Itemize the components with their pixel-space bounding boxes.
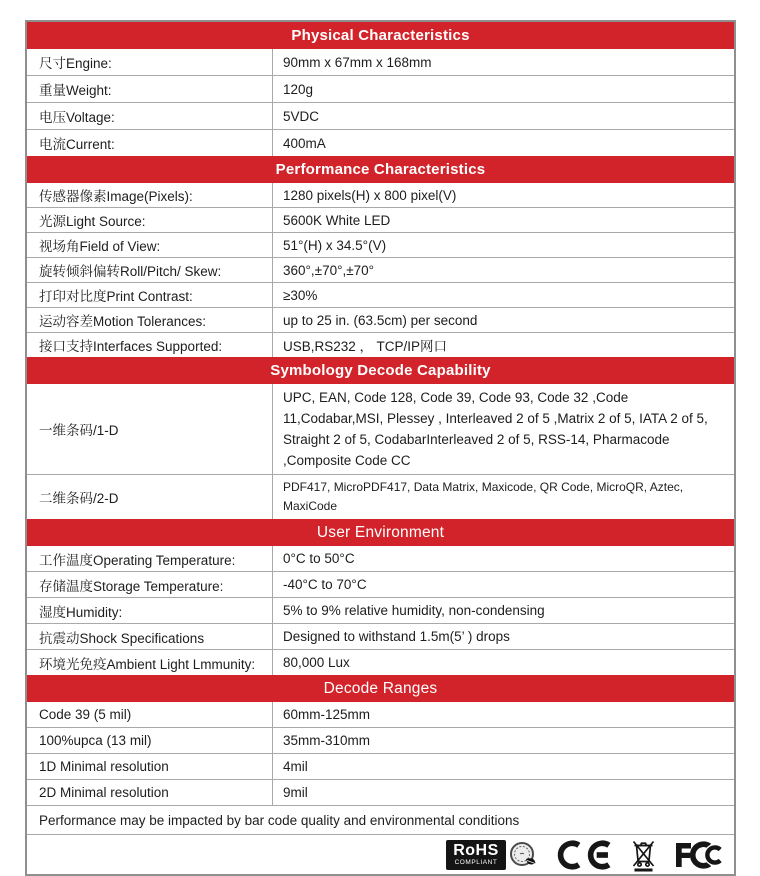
table-row xyxy=(27,129,734,156)
certification-seal-icon xyxy=(508,839,538,871)
table-row xyxy=(27,753,734,779)
row-label: 2D Minimal resolution xyxy=(27,780,273,805)
table-row xyxy=(27,623,734,649)
section-header-physical xyxy=(27,22,734,49)
table-row xyxy=(27,571,734,597)
footer-note-text: Performance may be impacted by bar code quality and environmental conditions xyxy=(39,812,520,828)
row-value: 4mil xyxy=(283,759,308,774)
row-value: ≥30% xyxy=(283,287,318,303)
row-value: 1280 pixels(H) x 800 pixel(V) xyxy=(283,187,457,203)
section-header-user-environment xyxy=(27,519,734,546)
row-label: 尺寸Engine: xyxy=(27,49,273,75)
row-value: Designed to withstand 1.5m(5’ ) drops xyxy=(283,629,510,644)
row-value: 80,000 Lux xyxy=(283,655,350,670)
row-value: -40°C to 70°C xyxy=(283,577,367,592)
row-label: 湿度Humidity: xyxy=(27,598,273,623)
row-label: 重量Weight: xyxy=(27,76,273,102)
row-value: 90mm x 67mm x 168mm xyxy=(283,54,432,70)
table-row xyxy=(27,474,734,519)
row-label: 工作温度Operating Temperature: xyxy=(27,546,273,571)
row-value: 400mA xyxy=(283,135,326,151)
row-label: 一维条码/1-D xyxy=(27,384,273,474)
table-row xyxy=(27,779,734,805)
section-header-performance xyxy=(27,156,734,183)
rohs-sublabel: COMPLIANT xyxy=(454,859,498,866)
table-row xyxy=(27,546,734,571)
section-title: User Environment xyxy=(316,523,445,541)
table-row xyxy=(27,597,734,623)
row-label: 1D Minimal resolution xyxy=(27,754,273,779)
row-value: 0°C to 50°C xyxy=(283,551,355,566)
certification-logos xyxy=(27,834,734,874)
table-row xyxy=(27,384,734,474)
table-row xyxy=(27,727,734,753)
table-row xyxy=(27,207,734,232)
row-label: 抗震动Shock Specifications xyxy=(27,624,273,649)
row-label: 光源Light Source: xyxy=(27,208,273,232)
spec-table xyxy=(25,20,736,876)
footer-note xyxy=(27,805,734,834)
row-label: 运动容差Motion Tolerances: xyxy=(27,308,273,332)
section-title: Performance Characteristics xyxy=(275,161,486,178)
row-value: 35mm-310mm xyxy=(283,733,371,748)
section-title: Symbology Decode Capability xyxy=(270,362,491,379)
section-title: Physical Characteristics xyxy=(291,27,470,44)
table-row xyxy=(27,307,734,332)
rohs-label: RoHS xyxy=(453,841,499,859)
row-label: 环境光免疫Ambient Light Lmmunity: xyxy=(27,650,273,675)
row-label: 打印对比度Print Contrast: xyxy=(27,283,273,307)
row-label: 传感器像素Image(Pixels): xyxy=(27,183,273,207)
table-row xyxy=(27,183,734,207)
row-label: 二维条码/2-D xyxy=(27,475,273,519)
row-label: 接口支持Interfaces Supported: xyxy=(27,333,273,357)
row-label: 存储温度Storage Temperature: xyxy=(27,572,273,597)
row-label: Code 39 (5 mil) xyxy=(27,702,273,727)
row-value: 9mil xyxy=(283,785,308,800)
row-value: PDF417, MicroPDF417, Data Matrix, Maxicode, QR Code, MicroQR, Aztec, MaxiCode xyxy=(283,480,684,513)
row-value: 5600K White LED xyxy=(283,212,391,228)
section-title: Decode Ranges xyxy=(323,679,438,697)
row-value: 360°,±70°,±70° xyxy=(283,262,375,278)
row-label: 电压Voltage: xyxy=(27,103,273,129)
row-value: 51°(H) x 34.5°(V) xyxy=(283,237,387,253)
table-row xyxy=(27,332,734,357)
row-value: USB,RS232 ， TCP/IP网口 xyxy=(283,339,448,354)
row-value: 120g xyxy=(283,81,314,97)
table-row xyxy=(27,649,734,675)
rohs-badge xyxy=(446,839,538,871)
row-label: 旋转倾斜偏转Roll/Pitch/ Skew: xyxy=(27,258,273,282)
rohs-label-box xyxy=(446,840,506,870)
table-row xyxy=(27,702,734,727)
row-value: 5% to 9% relative humidity, non-condensing xyxy=(283,603,545,618)
row-label: 视场角Field of View: xyxy=(27,233,273,257)
table-row xyxy=(27,49,734,75)
ce-mark-icon xyxy=(553,838,615,872)
row-label: 100%upca (13 mil) xyxy=(27,728,273,753)
table-row xyxy=(27,75,734,102)
row-value: up to 25 in. (63.5cm) per second xyxy=(283,312,478,328)
fcc-mark-icon xyxy=(672,838,724,872)
table-row xyxy=(27,232,734,257)
row-value: UPC, EAN, Code 128, Code 39, Code 93, Code 32 ,Code 11,Codabar,MSI, Plessey , Interleaved 2 of 5 ,Matrix 2 of 5, IATA 2 of 5, Straight 2 of 5, CodabarInterleaved 2 of 5, RSS-14, Pharmacode ,Composite Code CC xyxy=(283,390,708,468)
section-header-symbology xyxy=(27,357,734,384)
row-value: 5VDC xyxy=(283,108,320,124)
table-row xyxy=(27,282,734,307)
table-row xyxy=(27,102,734,129)
row-label: 电流Current: xyxy=(27,130,273,156)
section-header-decode-ranges xyxy=(27,675,734,702)
row-value: 60mm-125mm xyxy=(283,707,371,722)
table-row xyxy=(27,257,734,282)
weee-bin-icon xyxy=(630,837,657,873)
